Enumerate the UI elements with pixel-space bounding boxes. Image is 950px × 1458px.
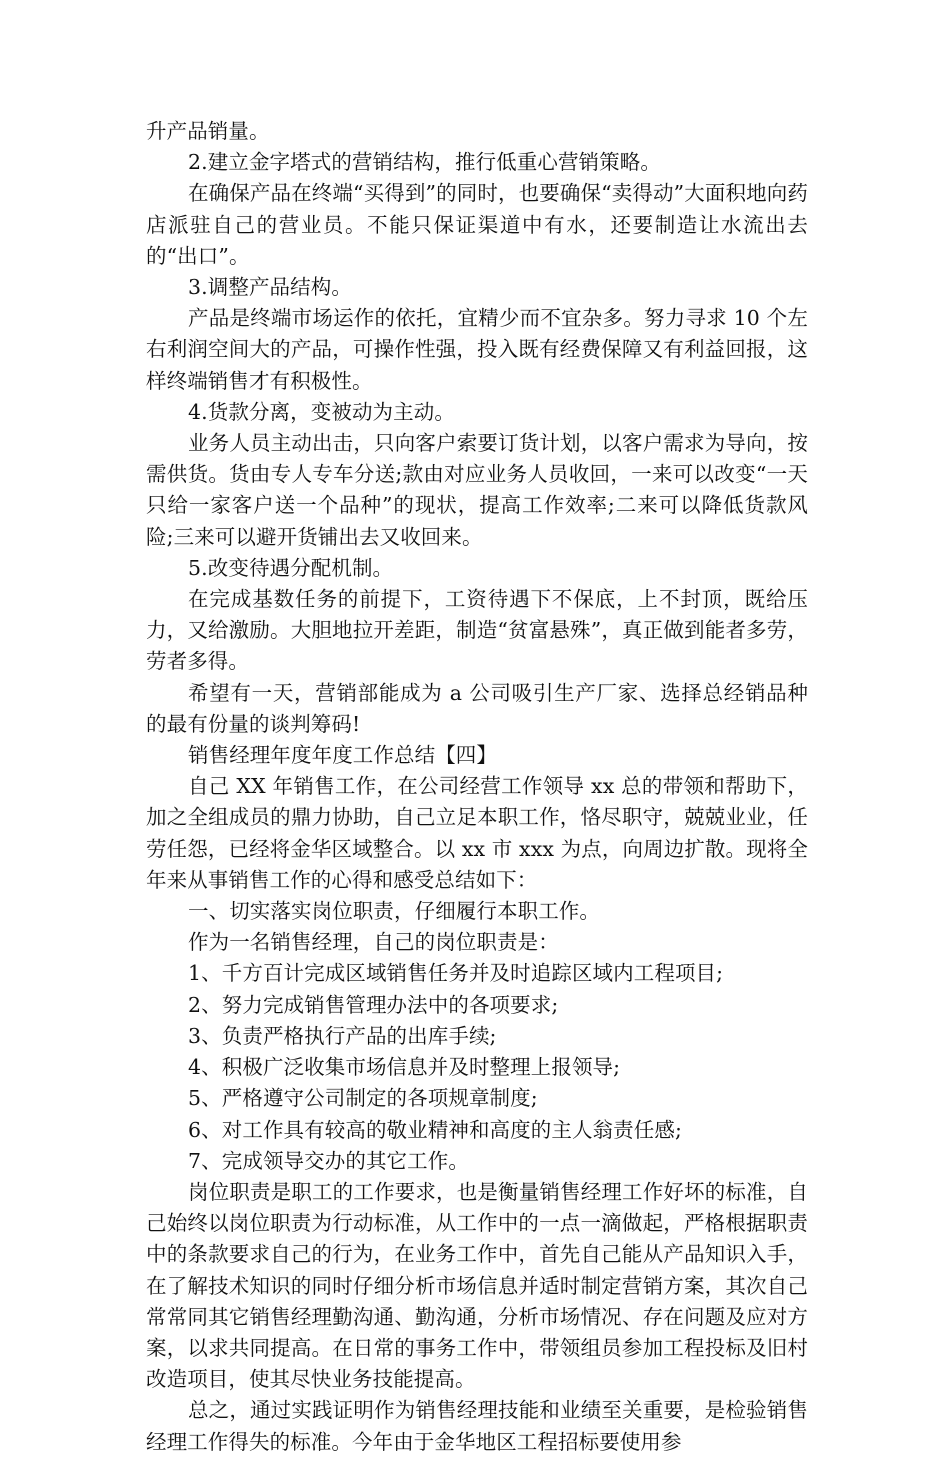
paragraph: 5.改变待遇分配机制。 [188, 555, 394, 580]
paragraph: 在完成基数任务的前提下，工资待遇下不保底，上不封顶，既给压力，又给激励。大胆地拉开差距，制造“贫富悬殊”，真正做到能者多劳，劳者多得。 [146, 587, 808, 674]
list-item: 7、完成领导交办的其它工作。 [188, 1148, 469, 1173]
paragraph: 自己 XX 年销售工作，在公司经营工作领导 xx 总的带领和帮助下，加之全组成员的鼎力协助，自己立足本职工作，恪尽职守，兢兢业业，任劳任怨，已经将金华区域整合。以 xx 市 xxx 为点，向周边扩散。现将全年来从事销售工作的心得和感受总结如下： [146, 774, 808, 892]
paragraph: 在确保产品在终端“买得到”的同时，也要确保“卖得动”大面积地向药店派驻自己的营业员。不能只保证渠道中有水，还要制造让水流出去的“出口”。 [146, 181, 808, 268]
list-item: 6、对工作具有较高的敬业精神和高度的主人翁责任感; [188, 1117, 682, 1142]
section-heading: 销售经理年度年度工作总结【四】 [188, 743, 497, 768]
paragraph: 2.建立金字塔式的营销结构，推行低重心营销策略。 [188, 150, 661, 175]
paragraph: 作为一名销售经理，自己的岗位职责是： [188, 930, 559, 955]
list-item: 5、严格遵守公司制定的各项规章制度; [188, 1086, 538, 1111]
list-item: 4、积极广泛收集市场信息并及时整理上报领导; [188, 1055, 621, 1080]
paragraph: 岗位职责是职工的工作要求，也是衡量销售经理工作好坏的标准，自己始终以岗位职责为行动标准，从工作中的一点一滴做起，严格根据职责中的条款要求自己的行为，在业务工作中，首先自己能从产品知识入手，在了解技术知识的同时仔细分析市场信息并适时制定营销方案，其次自己常常同其它销售经理勤沟通、勤沟通，分析市场情况、存在问题及应对方案，以求共同提高。在日常的事务工作中，带领组员参加工程投标及旧村改造项目，使其尽快业务技能提高。 [146, 1179, 808, 1392]
list-item: 3、负责严格执行产品的出库手续; [188, 1023, 497, 1048]
document-body [146, 116, 808, 1458]
paragraph: 4.货款分离，变被动为主动。 [188, 399, 455, 424]
paragraph: 升产品销量。 [146, 119, 270, 143]
paragraph: 总之，通过实践证明作为销售经理技能和业绩至关重要，是检验销售经理工作得失的标准。今年由于金华地区工程招标要使用参 [146, 1398, 808, 1454]
paragraph: 3.调整产品结构。 [188, 275, 352, 300]
paragraph: 希望有一天，营销部能成为 a 公司吸引生产厂家、选择总经销品种的最有份量的谈判筹码! [146, 680, 808, 736]
list-item: 1、千方百计完成区域销售任务并及时追踪区域内工程项目; [188, 961, 724, 986]
paragraph: 产品是终端市场运作的依托，宜精少而不宜杂多。努力寻求 10 个左右利润空间大的产品，可操作性强，投入既有经费保障又有利益回报，这样终端销售才有积极性。 [146, 306, 808, 393]
list-item: 2、努力完成销售管理办法中的各项要求; [188, 992, 559, 1017]
paragraph: 业务人员主动出击，只向客户索要订货计划，以客户需求为导向，按需供货。货由专人专车分送;款由对应业务人员收回，一来可以改变“一天只给一家客户送一个品种”的现状，提高工作效率;二来可以降低货款风险;三来可以避开货铺出去又收回来。 [146, 431, 808, 549]
paragraph: 一、切实落实岗位职责，仔细履行本职工作。 [188, 899, 600, 924]
